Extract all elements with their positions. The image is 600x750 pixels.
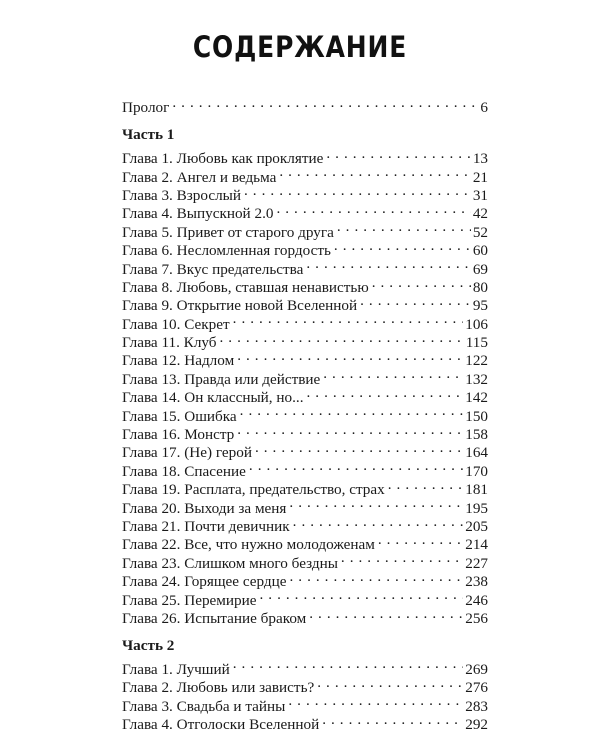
toc-entry-page: 21	[472, 168, 488, 186]
toc-entry-chapter[interactable]	[122, 145, 488, 168]
toc-entry-label: Глава 2. Ангел и ведьма	[122, 168, 277, 186]
toc-entry-page: 132	[465, 370, 488, 388]
dot-leader	[372, 274, 471, 292]
part-title: Часть 1	[122, 126, 175, 144]
toc-entry-page: 69	[472, 260, 488, 278]
toc-entry-page: 150	[465, 407, 488, 425]
toc-entry-label: Глава 13. Правда или действие	[122, 370, 321, 388]
dot-leader	[233, 310, 464, 328]
part-1	[122, 126, 488, 627]
toc-entry-label: Глава 16. Монстр	[122, 426, 235, 444]
toc-entry-page: 42	[472, 205, 488, 223]
toc-entry-page: 238	[465, 573, 488, 591]
toc-entry-page: 283	[465, 697, 488, 715]
toc-entry-page: 195	[465, 499, 488, 517]
toc-entry-label: Глава 1. Любовь как проклятие	[122, 150, 324, 168]
dot-leader	[306, 255, 470, 273]
dot-leader	[237, 347, 463, 365]
toc-entry-page: 276	[465, 679, 488, 697]
toc-entry-page: 106	[465, 315, 488, 333]
dot-leader	[307, 384, 464, 402]
toc-entry-label: Глава 17. (Не) герой	[122, 444, 252, 462]
toc-entry-label: Глава 26. Испытание браком	[122, 609, 307, 627]
toc-entry-page: 269	[465, 660, 488, 678]
toc-entry-label: Глава 12. Надлом	[122, 352, 235, 370]
toc-entry-page: 31	[472, 186, 488, 204]
toc-entry-page: 214	[465, 536, 488, 554]
dot-leader	[244, 182, 471, 200]
dot-leader	[172, 94, 478, 112]
toc-entry-label: Глава 1. Лучший	[122, 660, 230, 678]
dot-leader	[288, 692, 463, 710]
toc-entry-label: Глава 15. Ошибка	[122, 407, 237, 425]
toc-entry-label: Глава 2. Любовь или зависть?	[122, 679, 315, 697]
toc-entry-label: Глава 20. Выходи за меня	[122, 499, 287, 517]
dot-leader	[309, 605, 463, 623]
dot-leader	[322, 711, 463, 729]
toc-entry-label: Глава 11. Клуб	[122, 334, 217, 352]
dot-leader	[220, 329, 464, 347]
toc-entry-page: 246	[465, 591, 488, 609]
toc-entry-label: Глава 7. Вкус предательства	[122, 260, 304, 278]
toc-entry-page: 115	[465, 334, 488, 352]
table-of-contents	[122, 94, 488, 733]
toc-entry-label: Глава 22. Все, что нужно молодоженам	[122, 536, 375, 554]
dot-leader	[260, 586, 464, 604]
toc-entry-page: 181	[465, 481, 488, 499]
toc-entry-page: 227	[465, 554, 488, 572]
part-title: Часть 2	[122, 636, 175, 654]
dot-leader	[289, 494, 463, 512]
toc-entry-page: 60	[472, 242, 488, 260]
toc-entry-label: Глава 6. Несломленная гордость	[122, 242, 331, 260]
toc-entry-label: Глава 3. Свадьба и тайны	[122, 697, 286, 715]
dot-leader	[317, 674, 463, 692]
dot-leader	[388, 476, 463, 494]
toc-entry-label: Глава 10. Секрет	[122, 315, 230, 333]
toc-entry-label: Глава 4. Отголоски Вселенной	[122, 715, 320, 733]
toc-entry-page: 95	[472, 297, 488, 315]
toc-entry-label: Глава 3. Взрослый	[122, 186, 242, 204]
dot-leader	[323, 365, 463, 383]
toc-entry-label: Глава 5. Привет от старого друга	[122, 223, 334, 241]
toc-entry-page: 6	[480, 99, 488, 117]
dot-leader	[249, 457, 463, 475]
toc-entry-label: Глава 18. Спасение	[122, 462, 246, 480]
toc-entry-page: 170	[465, 462, 488, 480]
toc-entry-page: 158	[465, 426, 488, 444]
toc-entry-label: Глава 19. Расплата, предательство, страх	[122, 481, 385, 499]
toc-entry-label: Глава 21. Почти девичник	[122, 517, 290, 535]
toc-entry-page: 122	[465, 352, 488, 370]
dot-leader	[341, 549, 463, 567]
part-2	[122, 636, 488, 733]
dot-leader	[237, 421, 463, 439]
toc-entry-label: Глава 23. Слишком много бездны	[122, 554, 338, 572]
toc-entry-chapter[interactable]	[122, 655, 488, 678]
dot-leader	[255, 439, 463, 457]
dot-leader	[233, 655, 463, 673]
toc-entry-label: Глава 9. Открытие новой Вселенной	[122, 297, 358, 315]
toc-entry-page: 292	[465, 715, 488, 733]
toc-entry-page: 13	[472, 150, 488, 168]
toc-entry-page: 52	[472, 223, 488, 241]
dot-leader	[279, 163, 470, 181]
page-title: СОДЕРЖАНИЕ	[192, 30, 408, 64]
toc-entry-prologue[interactable]	[122, 94, 488, 117]
toc-entry-label: Глава 8. Любовь, ставшая ненавистью	[122, 278, 369, 296]
dot-leader	[378, 531, 463, 549]
toc-entry-page: 142	[465, 389, 488, 407]
toc-entry-page: 205	[465, 517, 488, 535]
toc-entry-page: 256	[465, 609, 488, 627]
dot-leader	[326, 145, 470, 163]
toc-entry-page: 80	[472, 278, 488, 296]
dot-leader	[240, 402, 464, 420]
dot-leader	[337, 218, 471, 236]
dot-leader	[360, 292, 471, 310]
dot-leader	[334, 237, 471, 255]
dot-leader	[276, 200, 470, 218]
toc-entry-label: Пролог	[122, 99, 170, 117]
toc-entry-page: 164	[465, 444, 488, 462]
toc-entry-label: Глава 4. Выпускной 2.0	[122, 205, 274, 223]
toc-entry-label: Глава 14. Он классный, но...	[122, 389, 304, 407]
dot-leader	[290, 568, 464, 586]
toc-entry-label: Глава 25. Перемирие	[122, 591, 257, 609]
toc-entry-label: Глава 24. Горящее сердце	[122, 573, 287, 591]
dot-leader	[293, 513, 464, 531]
